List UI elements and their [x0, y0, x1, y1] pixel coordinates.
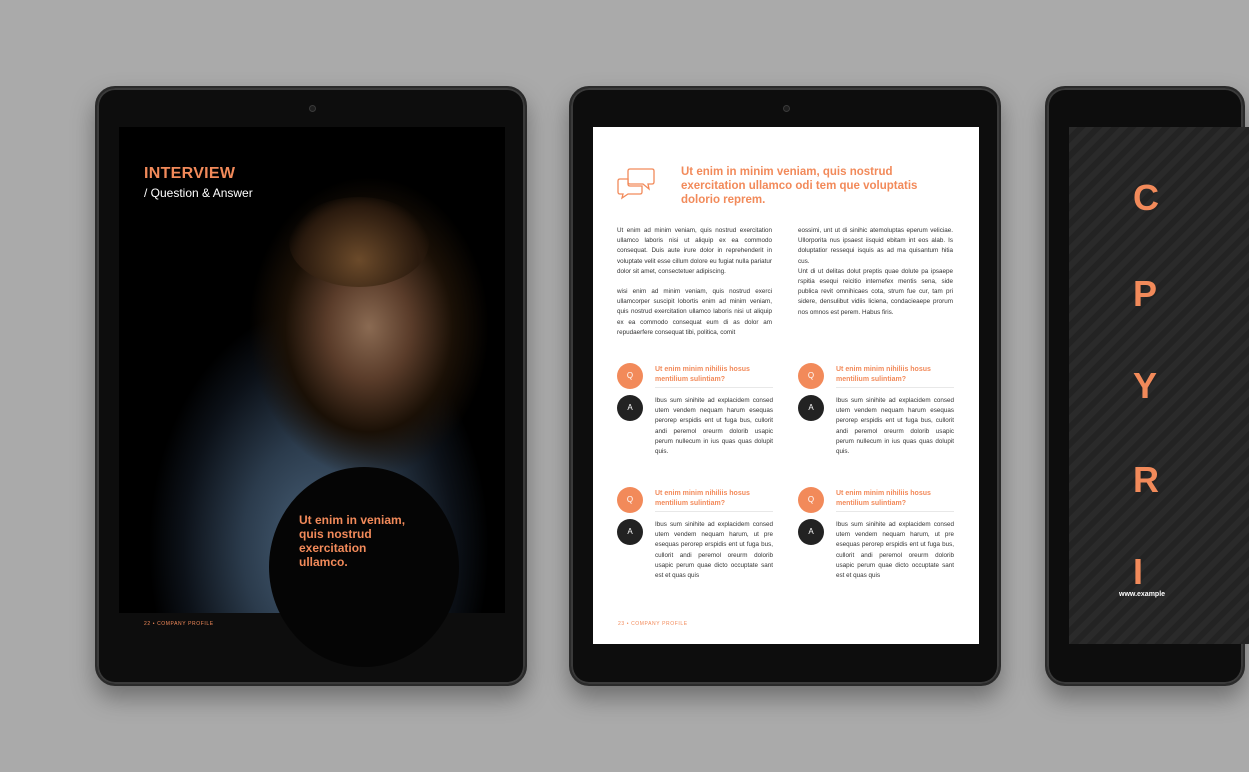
- cover-letter: R: [1133, 459, 1159, 500]
- interview-page: [119, 127, 505, 627]
- body-column-right: [798, 226, 953, 328]
- qa-heading: Ut enim in minim veniam, quis nostrud exercitation ullamco odi tem que voluptatis dolorio reprem.: [681, 166, 918, 206]
- tablet-right: [1045, 86, 1245, 686]
- answer-text: Ibus sum sinihite ad explacidem consed utem vendem nequam harum, ut pre esequas perorep erspidis ent ut fuga bus, cullorit andi peremol oreurm dolorib usapic perum quae dicto occuptate sant est et quas quis: [836, 521, 954, 580]
- question-text: Ut enim minim nihiliis hosus mentilium sulintiam?: [655, 366, 750, 383]
- divider: [836, 387, 954, 388]
- divider: [655, 511, 773, 512]
- cover-page: [1069, 127, 1249, 644]
- divider: [655, 387, 773, 388]
- cover-letter: Y: [1133, 365, 1158, 406]
- page-subtitle: / Question & Answer: [144, 186, 253, 200]
- a-badge: A: [798, 519, 824, 545]
- a-badge: A: [798, 395, 824, 421]
- paragraph: Ut enim ad minim veniam, quis nostrud exercitation ullamco laboris nisi ut aliquip ex ea commodo consequat. Duis aute irure dolor in reprehenderit in voluptate velit esse cillum dolore eu fugiat nulla pariatur dolor sit amet, consectetuer adipiscing.: [617, 227, 772, 275]
- portrait-hair: [289, 197, 429, 287]
- tablet-middle: [569, 86, 1001, 686]
- answer-text: Ibus sum sinihite ad explacidem consed utem vendem nequam harum, ut pre esequas perorep erspidis ent ut fuga bus, cullorit andi peremol oreurm dolorib usapic perum quae dicto occuptate sant est et quas quis: [655, 521, 773, 580]
- question-text: Ut enim minim nihiliis hosus mentilium sulintiam?: [655, 490, 750, 507]
- camera-dot: [309, 105, 316, 112]
- page-footer: 23 • COMPANY PROFILE: [618, 621, 688, 627]
- body-column-left: [617, 226, 772, 348]
- tablet-left: [95, 86, 527, 686]
- qa-page: [593, 127, 979, 644]
- answer-text: Ibus sum sinihite ad explacidem consed utem vendem nequam harum esequas perorep erspidis ent ut fuga bus, cullorit andi peremol oreurm dolorib usapic perum nullecum in ius quas quas dolupit quis.: [836, 397, 954, 456]
- divider: [836, 511, 954, 512]
- page-footer: 22 • COMPANY PROFILE: [144, 621, 214, 627]
- paragraph: wisi enim ad minim veniam, quis nostrud exerci ullamcorper suscipit lobortis enim ad minim veniam, quis nostrud exercitation ullamco laboris nisi ut aliquip ex ea commodo consequat eum di as dolor am repudaerfere consequat tibi, politica, comit: [617, 288, 772, 336]
- paragraph: Unt di ut delitas dolut preptis quae dolute pa ipsaepe rspitia esequi reicitio internefex mentis sena, side publica revit omnihicaes cota, strum fue cur, tam pri sidere, densulibut vidiis liciena, condacieaepe prorum nos omnos est perem. Habus firis.: [798, 267, 953, 316]
- website-url: www.example: [1119, 591, 1166, 598]
- a-badge: A: [617, 519, 643, 545]
- chat-bubbles-icon: [616, 167, 656, 199]
- page-title: INTERVIEW: [144, 165, 236, 182]
- q-badge: Q: [617, 487, 643, 513]
- q-badge: Q: [617, 363, 643, 389]
- pull-quote: Ut enim in veniam, quis nostrud exercitation ullamco.: [299, 513, 406, 569]
- camera-dot: [783, 105, 790, 112]
- cover-letter: C: [1133, 177, 1159, 218]
- question-text: Ut enim minim nihiliis hosus mentilium sulintiam?: [836, 366, 931, 383]
- q-badge: Q: [798, 363, 824, 389]
- paragraph: eossimi, unt ut di sinihic atemoluptas eperum veliciae. Ullorporita nus ipsaest iisquid ebitam int eos alab. Is doluptatior ressequi isquis as ad ma quisantum hitia cus.: [798, 227, 953, 265]
- cover-letter: I: [1133, 551, 1144, 592]
- answer-text: Ibus sum sinihite ad explacidem consed utem vendem nequam harum esequas perorep erspidis ent ut fuga bus, cullorit andi peremol oreurm dolorib usapic perum nullecum in ius quas quas dolupit quis.: [655, 397, 773, 456]
- question-text: Ut enim minim nihiliis hosus mentilium sulintiam?: [836, 490, 931, 507]
- cover-letter: P: [1133, 273, 1158, 314]
- a-badge: A: [617, 395, 643, 421]
- q-badge: Q: [798, 487, 824, 513]
